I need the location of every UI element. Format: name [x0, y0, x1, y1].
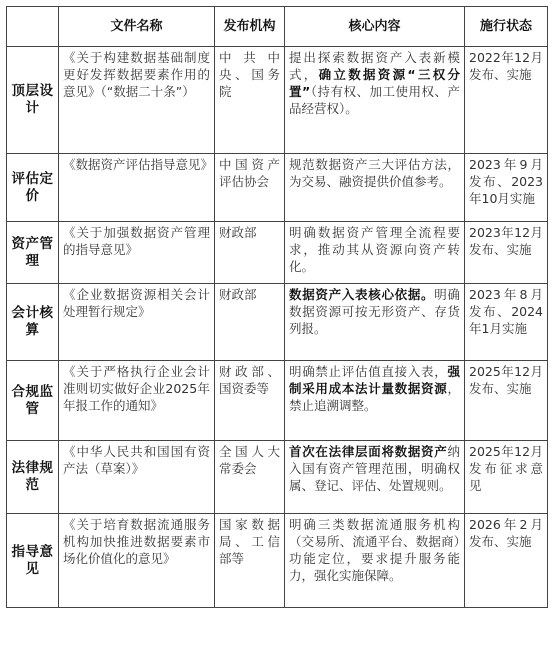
- header-status: 施行状态: [465, 7, 548, 47]
- row-category: 会计核算: [7, 284, 59, 361]
- row-content: [285, 441, 465, 514]
- policy-table-container: [6, 6, 547, 608]
- row-doc-name: 《关于加强数据资产管理的指导意见》: [59, 222, 215, 284]
- table-row: [7, 441, 548, 514]
- row-status: 2026年2月发布、实施: [465, 514, 548, 608]
- row-category: 评估定价: [7, 154, 59, 222]
- header-issuer: 发布机构: [215, 7, 285, 47]
- content-text: 明确数据资源可按无形资产、存货列报。: [289, 287, 460, 336]
- row-issuer: 财政部: [215, 222, 285, 284]
- row-issuer: 中国资产评估协会: [215, 154, 285, 222]
- row-content: [285, 361, 465, 441]
- content-emphasis: 强制采用成本法计量数据资源: [289, 364, 460, 396]
- row-status: 2023年9月发布、2023年10月实施: [465, 154, 548, 222]
- content-text: 明确三类数据流通服务机构（交易所、流通平台、数据商）功能定位，要求提升服务能力，强化实施保障。: [289, 517, 460, 583]
- content-text: 明确禁止评估值直接入表，: [289, 364, 448, 379]
- content-text: ，禁止追溯调整。: [289, 381, 460, 413]
- row-content: [285, 154, 465, 222]
- row-category: 合规监管: [7, 361, 59, 441]
- row-status: 2023年8月发布、2024年1月实施: [465, 284, 548, 361]
- policy-table: [6, 6, 548, 608]
- row-issuer: 财政部、国资委等: [215, 361, 285, 441]
- content-text: 规范数据资产三大评估方法，为交易、融资提供价值参考。: [289, 157, 460, 189]
- row-category: 资产管理: [7, 222, 59, 284]
- row-doc-name: 《数据资产评估指导意见》: [59, 154, 215, 222]
- table-row: [7, 47, 548, 154]
- row-content: [285, 47, 465, 154]
- row-issuer: 财政部: [215, 284, 285, 361]
- row-issuer: 全国人大常委会: [215, 441, 285, 514]
- header-content: 核心内容: [285, 7, 465, 47]
- row-issuer: 中共中央、国务院: [215, 47, 285, 154]
- header-doc-name: 文件名称: [59, 7, 215, 47]
- table-row: [7, 284, 548, 361]
- table-row: [7, 154, 548, 222]
- row-content: [285, 222, 465, 284]
- row-content: [285, 284, 465, 361]
- content-emphasis: 数据资产入表核心依据。: [289, 287, 435, 302]
- row-issuer: 国家数据局、工信部等: [215, 514, 285, 608]
- row-doc-name: 《关于培育数据流通服务机构加快推进数据要素市场化价值化的意见》: [59, 514, 215, 608]
- table-header-row: [7, 7, 548, 47]
- table-row: [7, 514, 548, 608]
- row-doc-name: 《关于严格执行企业会计准则切实做好企业2025年年报工作的通知》: [59, 361, 215, 441]
- row-status: 2025年12月发布、实施: [465, 361, 548, 441]
- row-content: [285, 514, 465, 608]
- row-doc-name: 《中华人民共和国国有资产法（草案）》: [59, 441, 215, 514]
- content-emphasis: 确立数据资源“三权分置”: [289, 67, 460, 99]
- row-category: 顶层设计: [7, 47, 59, 154]
- row-status: 2022年12月发布、实施: [465, 47, 548, 154]
- table-row: [7, 222, 548, 284]
- table-row: [7, 361, 548, 441]
- row-category: 法律规范: [7, 441, 59, 514]
- row-category: 指导意见: [7, 514, 59, 608]
- content-text: 提出探索数据资产入表新模式，: [289, 50, 460, 82]
- row-status: 2025年12月发布征求意见: [465, 441, 548, 514]
- content-text: （持有权、加工使用权、产品经营权）。: [289, 84, 460, 116]
- row-status: 2023年12月发布、实施: [465, 222, 548, 284]
- content-emphasis: 首次在法律层面将数据资产: [289, 444, 448, 459]
- row-doc-name: 《关于构建数据基础制度更好发挥数据要素作用的意见》（“数据二十条”）: [59, 47, 215, 154]
- content-text: 明确数据资产管理全流程要求，推动其从资源向资产转化。: [289, 225, 460, 274]
- header-category: [7, 7, 59, 47]
- row-doc-name: 《企业数据资源相关会计处理暂行规定》: [59, 284, 215, 361]
- content-text: 纳入国有资产管理范围，明确权属、登记、评估、处置规则。: [289, 444, 460, 493]
